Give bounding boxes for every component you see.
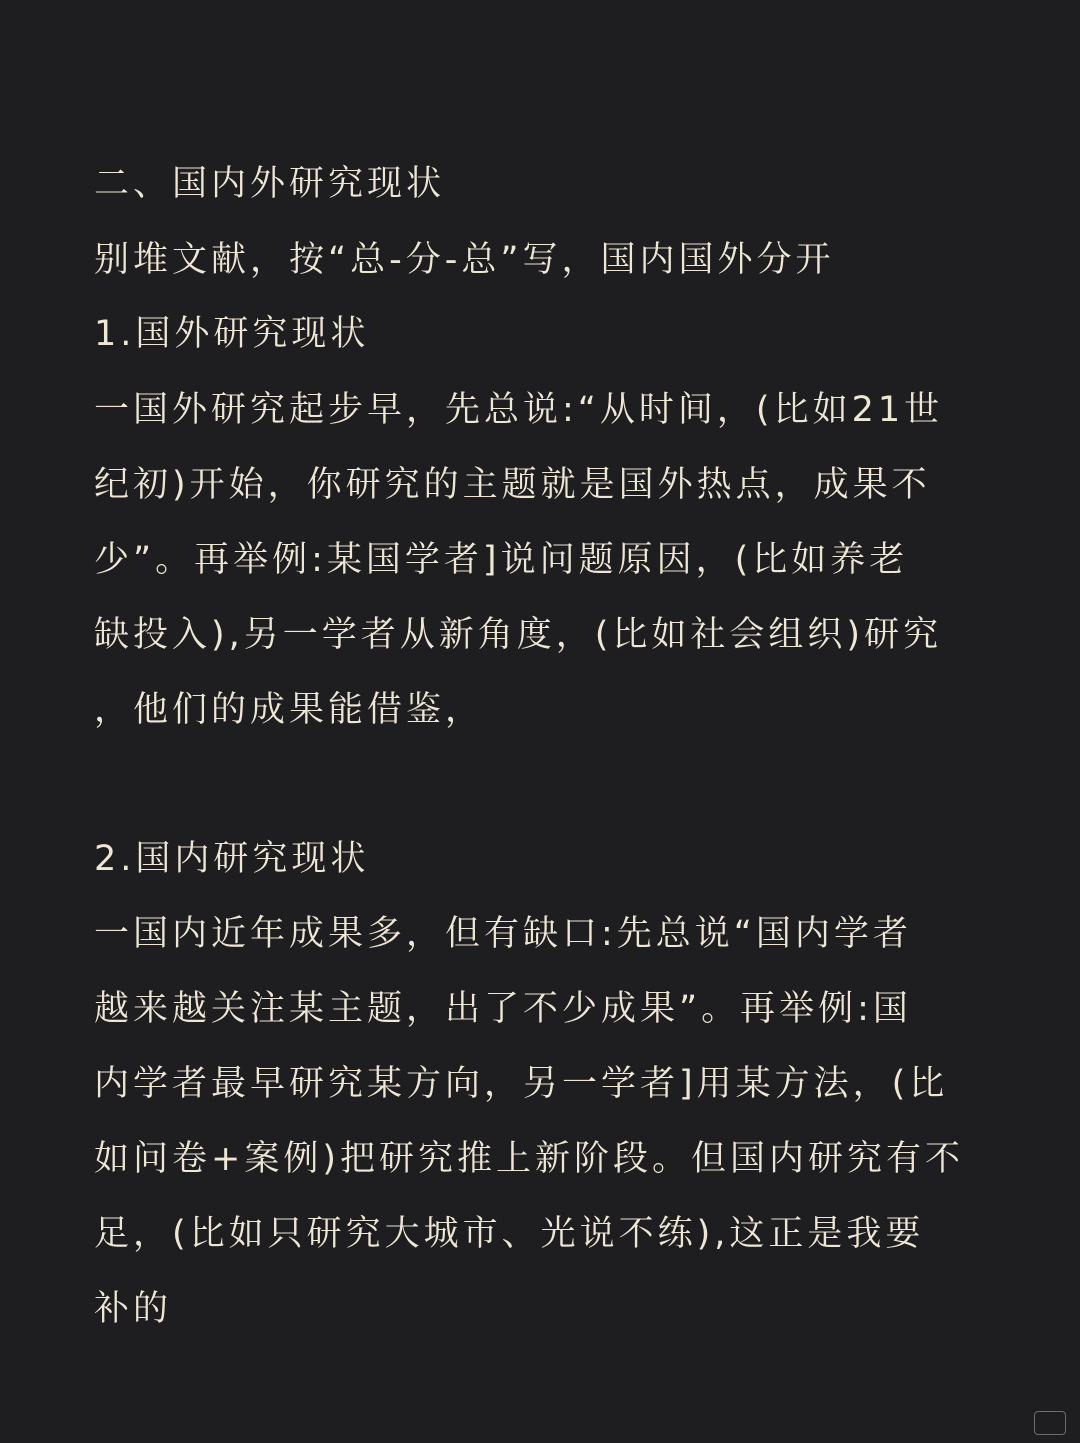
domestic-line-4: 如问卷+案例)把研究推上新阶段。但国内研究有不 — [94, 1139, 964, 1179]
section-title: 二、国内外研究现状 — [94, 164, 446, 204]
foreign-line-3: 少”。再举例:某国学者]说问题原因，(比如养老 — [94, 540, 909, 580]
domestic-line-5: 足，(比如只研究大城市、光说不练),这正是我要 — [94, 1214, 925, 1254]
watermark-logo — [1034, 1411, 1066, 1435]
foreign-line-1: 一国外研究起步早，先总说:“从时间，(比如21世 — [94, 390, 944, 430]
foreign-line-5: ，他们的成果能借鉴， — [94, 690, 485, 730]
foreign-line-4: 缺投入),另一学者从新角度，(比如社会组织)研究 — [94, 615, 943, 655]
domestic-line-6: 补的 — [94, 1289, 173, 1329]
domestic-line-2: 越来越关注某主题，出了不少成果”。再举例:国 — [94, 989, 912, 1029]
domestic-heading: 2.国内研究现状 — [94, 839, 370, 879]
domestic-line-1: 一国内近年成果多，但有缺口:先总说“国内学者 — [94, 914, 912, 954]
foreign-heading: 1.国外研究现状 — [94, 314, 370, 354]
domestic-line-3: 内学者最早研究某方向，另一学者]用某方法，(比 — [94, 1064, 949, 1104]
intro-line: 别堆文献，按“总-分-总”写，国内国外分开 — [94, 240, 835, 280]
foreign-line-2: 纪初)开始，你研究的主题就是国外热点，成果不 — [94, 465, 931, 505]
